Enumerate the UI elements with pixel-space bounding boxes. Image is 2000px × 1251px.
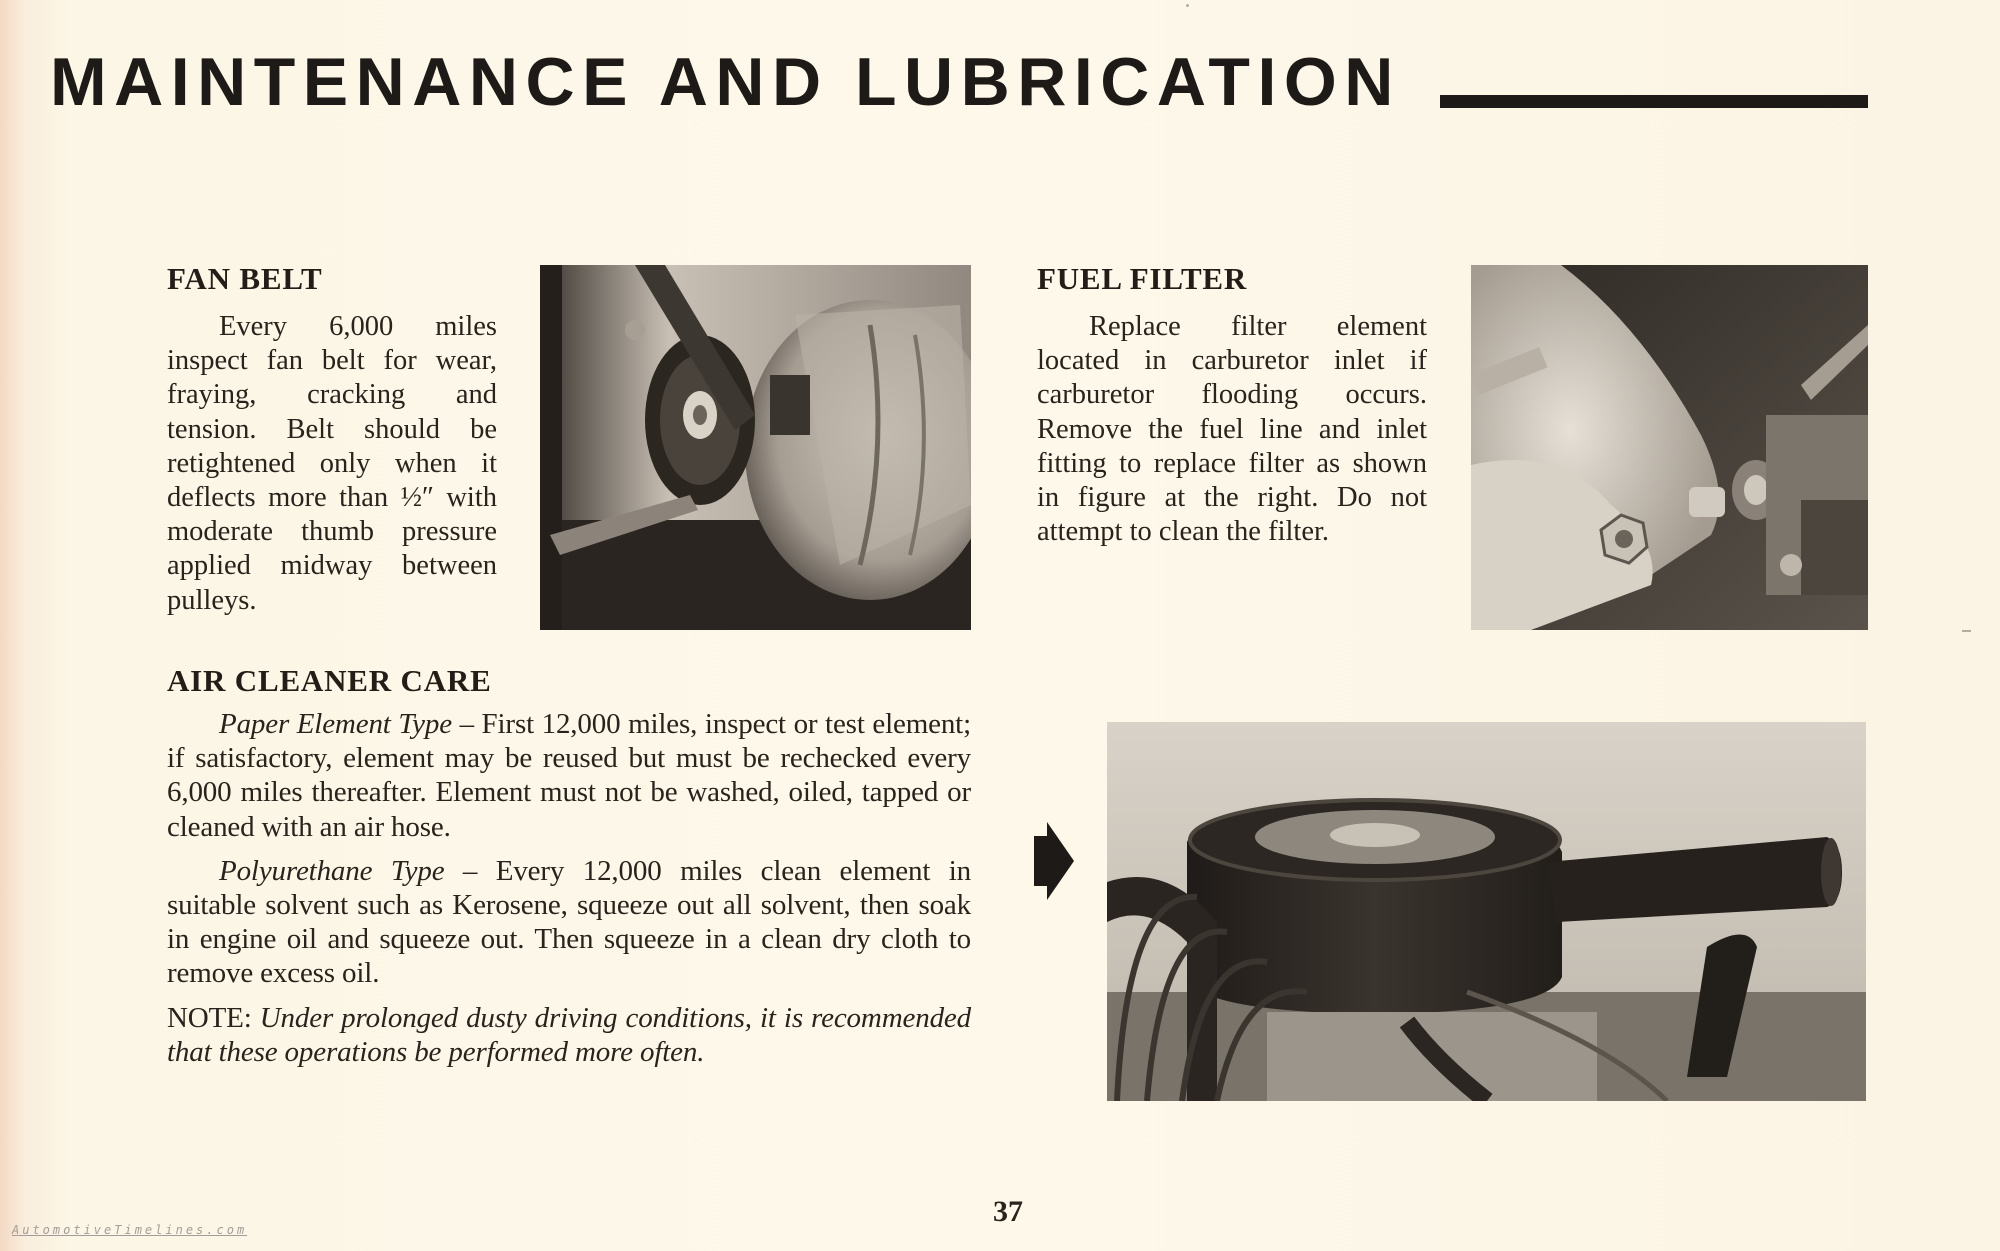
polyurethane-dash: – bbox=[444, 854, 496, 887]
scan-speck bbox=[1186, 4, 1189, 7]
fuel-filter-paragraph: Replace filter element located in carburetor inlet if carburetor flooding occurs. Remove the fuel line and inlet fitting to replace filter as shown in figure at the right. Do not attempt to clean the filter. bbox=[1037, 311, 1427, 548]
fan-belt-paragraph: Every 6,000 miles inspect fan belt for wear, fraying, cracking and tension. Belt should be retightened only when it deflects more than ½″ with moderate thumb pressure applied midway between pulleys. bbox=[167, 311, 497, 616]
paper-element-dash: – bbox=[451, 708, 482, 740]
hands-filter-image bbox=[1471, 265, 1868, 630]
note-text: Under prolonged dusty driving conditions, it is recommended that these operations be performed more often. bbox=[167, 1001, 971, 1068]
fuel-filter-heading: FUEL FILTER bbox=[1037, 261, 1248, 296]
note-label: NOTE: bbox=[167, 1001, 260, 1034]
alternator-image bbox=[540, 265, 971, 630]
scan-speck bbox=[1962, 630, 1971, 632]
page-number: 37 bbox=[993, 1195, 1023, 1228]
polyurethane-paragraph bbox=[167, 854, 971, 991]
fan-belt-heading: FAN BELT bbox=[167, 261, 323, 296]
paper-element-paragraph bbox=[167, 707, 971, 844]
right-arrow-icon bbox=[1034, 822, 1074, 900]
note-paragraph bbox=[167, 1001, 971, 1069]
fuel-filter-body bbox=[1037, 310, 1427, 549]
air-cleaner-body bbox=[167, 707, 971, 1069]
air-cleaner-heading: AIR CLEANER CARE bbox=[167, 663, 492, 698]
polyurethane-text: Every 12,000 miles clean element in suitable solvent such as Kerosene, squeeze out all solvent, then soak in engine oil and squeeze out. Then squeeze in a clean dry cloth to remove excess oil. bbox=[167, 854, 971, 990]
fan-belt-body bbox=[167, 310, 497, 618]
title-rule-divider bbox=[1440, 95, 1868, 108]
air-cleaner-photo bbox=[1107, 722, 1866, 1101]
site-watermark: AutomotiveTimelines.com bbox=[12, 1223, 248, 1237]
paper-element-text: First 12,000 miles, inspect or test element; if satisfactory, element may be reused but must be rechecked every 6,000 miles thereafter. Element must not be washed, oiled, tapped or cleaned with an air hose. bbox=[167, 708, 971, 843]
fan-belt-photo bbox=[540, 265, 971, 630]
polyurethane-lead: Polyurethane Type bbox=[219, 854, 445, 887]
fuel-filter-photo bbox=[1471, 265, 1868, 630]
paper-element-lead: Paper Element Type bbox=[219, 708, 452, 740]
page-title: MAINTENANCE AND LUBRICATION bbox=[50, 44, 1401, 120]
air-cleaner-image bbox=[1107, 722, 1866, 1101]
